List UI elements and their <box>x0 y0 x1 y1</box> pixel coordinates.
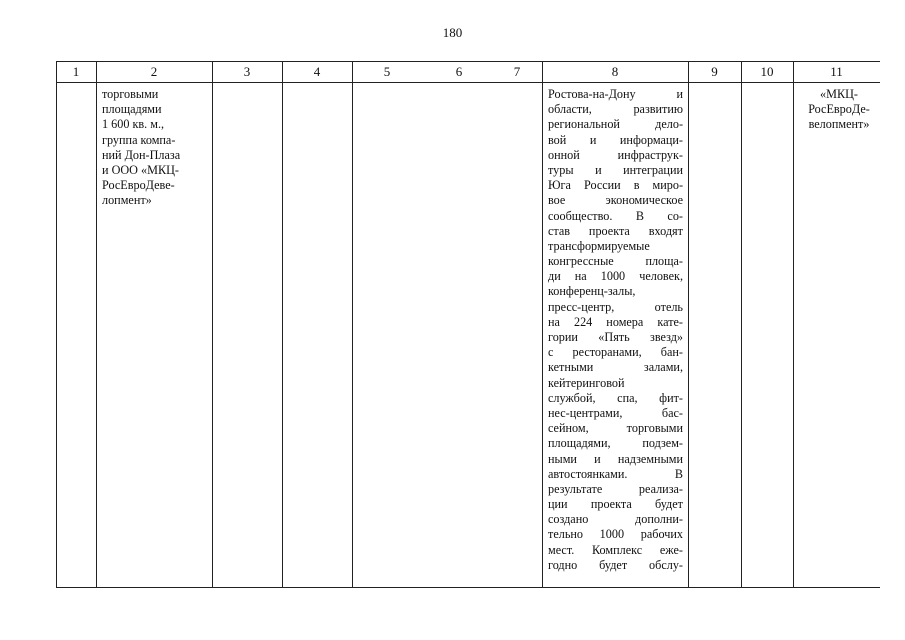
text-line: и ООО «МКЦ- <box>102 162 179 177</box>
text-line: нес-центрами, бас- <box>548 405 683 420</box>
col-border <box>96 62 97 587</box>
text-line: сообщество. В со- <box>548 208 683 223</box>
text-line: вое экономическое <box>548 193 683 208</box>
text-line: годно будет обслу- <box>548 557 683 572</box>
text-line: создано дополни- <box>548 512 683 527</box>
text-line: мест. Комплекс еже- <box>548 542 683 557</box>
cell-col8-text <box>548 87 683 573</box>
cell-col11-text <box>799 87 879 133</box>
header-cell-8: 8 <box>611 64 619 79</box>
col-border <box>56 62 57 587</box>
col-border <box>688 62 689 587</box>
text-line: с ресторанами, бан- <box>548 345 683 360</box>
text-line: кейтеринговой <box>548 375 625 390</box>
header-cell-3: 3 <box>243 64 251 79</box>
col-border <box>542 62 543 587</box>
cell-col2-text <box>102 87 206 209</box>
text-line: лопмент» <box>102 193 152 208</box>
header-cell-9: 9 <box>711 64 718 79</box>
text-line: гории «Пять звезд» <box>548 330 683 344</box>
text-line: площадями, подзем- <box>548 436 683 451</box>
text-line: Юга России в миро- <box>548 178 683 193</box>
header-cell-7: 7 <box>513 64 521 79</box>
data-table <box>56 61 880 588</box>
text-line: ции проекта будет <box>548 497 683 512</box>
col-border <box>282 62 283 587</box>
text-line: ди на 1000 человек, <box>548 269 683 284</box>
header-cell-11: 11 <box>830 64 843 79</box>
text-line: тельно 1000 рабочих <box>548 527 683 542</box>
text-line: конференц-залы, <box>548 284 636 299</box>
header-cell-2: 2 <box>150 64 158 79</box>
text-line: туры и интеграции <box>548 162 683 177</box>
text-line: сейном, торговыми <box>548 421 683 436</box>
col-border <box>352 62 353 587</box>
header-cell-10: 10 <box>760 64 774 79</box>
header-cell-1: 1 <box>72 64 80 79</box>
page-number: 180 <box>442 25 463 40</box>
text-line: конгрессные площа- <box>548 254 683 269</box>
text-line: региональной дело- <box>548 117 683 132</box>
text-line: «МКЦ- <box>820 87 858 101</box>
text-line: онной инфраструк- <box>548 147 683 162</box>
col-border <box>212 62 213 587</box>
text-line: службой, спа, фит- <box>548 390 683 405</box>
text-line: 1 600 кв. м., <box>102 117 165 132</box>
text-line: торговыми <box>102 87 159 101</box>
text-line: пресс-центр, отель <box>548 299 683 314</box>
header-cell-6: 6 <box>455 64 463 79</box>
header-cell-5: 5 <box>383 64 391 79</box>
text-line: кетными залами, <box>548 360 683 375</box>
header-divider <box>56 82 880 83</box>
text-line: автостоянками. В <box>548 466 683 481</box>
text-line: ний Дон-Плаза <box>102 147 181 162</box>
col-border <box>793 62 794 587</box>
text-line: велопмент» <box>808 117 870 132</box>
text-line: Ростова-на-Дону и <box>548 87 683 101</box>
col-border <box>741 62 742 587</box>
text-line: трансформируемые <box>548 238 650 253</box>
text-line: вой и информаци- <box>548 132 683 147</box>
header-cell-4: 4 <box>313 64 321 79</box>
text-line: ными и надземными <box>548 451 683 466</box>
text-line: РосЕвроДе- <box>808 102 870 117</box>
text-line: на 224 номера кате- <box>548 314 683 329</box>
text-line: площадями <box>102 102 162 117</box>
text-line: группа компа- <box>102 132 176 147</box>
text-line: РосЕвроДеве- <box>102 178 175 193</box>
text-line: став проекта входят <box>548 223 683 238</box>
text-line: результате реализа- <box>548 481 683 496</box>
text-line: области, развитию <box>548 102 683 117</box>
